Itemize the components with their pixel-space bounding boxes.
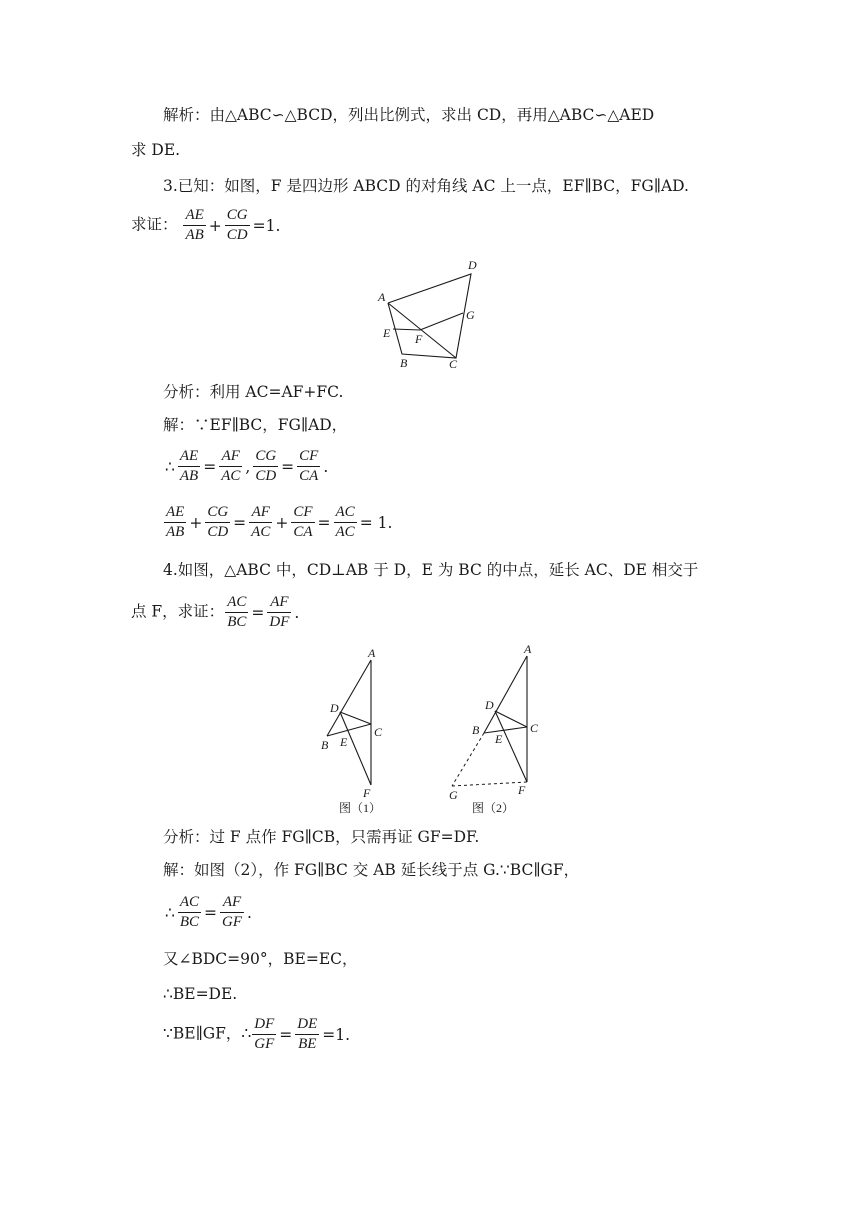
svg-text:E: E [495,732,503,746]
triangle-figures [312,642,552,821]
problem4-solution-line4: ∴BE=DE. [163,985,238,1003]
figure1-caption: 图（1） [339,801,382,815]
svg-text:B: B [472,723,480,737]
svg-text:C: C [374,725,383,739]
svg-text:D: D [485,698,494,712]
svg-text:E: E [383,326,391,340]
problem3-solution-line2: ∴ $\frac{AE}{AB}$ = $\frac{AF}{AC}$ , $\frac{CG}{CD}$ = $\frac{CF}{CA}$ . [165,448,329,484]
problem4-solution-line5: ∵BE∥GF，∴ $\frac{DF}{GF}$ = $\frac{DE}{BE}$ =1. [163,1016,351,1052]
problem4-statement-line2: 点 F，求证： $\frac{AC}{BC}$ = $\frac{AF}{DF}$ . [131,594,300,630]
svg-text:G: G [449,788,458,802]
svg-text:D: D [468,258,477,272]
svg-text:C: C [530,721,539,735]
svg-text:F: F [518,783,526,797]
prove-label: 求证： [131,215,178,234]
svg-text:F: F [363,786,371,800]
problem3-statement: 3.已知：如图，F 是四边形 ABCD 的对角线 AC 上一点，EF∥BC，FG∥AD. [163,177,689,195]
problem4-statement-line1: 4.如图，△ABC 中，CD⊥AB 于 D，E 为 BC 的中点，延长 AC、DE 相交于 [163,561,699,579]
problem4-solution-line2: ∴ $\frac{AC}{BC}$ = $\frac{AF}{GF}$ . [165,894,252,930]
fraction-ae-ab: $\frac{AE}{AB}$ [185,207,204,243]
svg-text:E: E [340,735,348,749]
analysis-text-line2: 求 DE. [131,141,181,159]
analysis-text-line1: 解析：由△ABC∽△BCD，列出比例式，求出 CD，再用△ABC∽△AED [163,106,655,124]
problem4-analysis: 分析：过 F 点作 FG∥CB，只需再证 GF=DF. [163,828,480,846]
figure2-caption: 图（2） [472,801,515,815]
svg-text:D: D [330,701,339,715]
problem3-solution-line1: 解：∵EF∥BC，FG∥AD， [163,416,348,434]
quadrilateral-figure [372,255,492,379]
svg-text:A: A [524,642,532,656]
svg-text:G: G [466,308,475,322]
problem4-solution-line1: 解：如图（2），作 FG∥BC 交 AB 延长线于点 G.∵BC∥GF， [163,861,580,879]
svg-text:F: F [415,332,423,346]
problem4-solution-line3: 又∠BDC=90°，BE=EC， [163,950,358,968]
fraction-cg-cd: $\frac{CG}{CD}$ [226,207,248,243]
problem3-analysis: 分析：利用 AC=AF+FC. [163,383,344,401]
svg-text:A: A [368,646,376,660]
svg-text:C: C [449,357,458,371]
problem3-prove-equation: 求证： $\frac{AE}{AB}$ + $\frac{CG}{CD}$ =1. [131,207,281,243]
svg-text:A: A [378,290,386,304]
problem3-solution-line3: $\frac{AE}{AB}$ + $\frac{CG}{CD}$ = $\frac{AF}{AC}$ + $\frac{CF}{CA}$ = $\frac{AC}{AC}$ = 1. [166,504,393,540]
svg-text:B: B [321,738,329,752]
svg-text:B: B [400,356,408,370]
